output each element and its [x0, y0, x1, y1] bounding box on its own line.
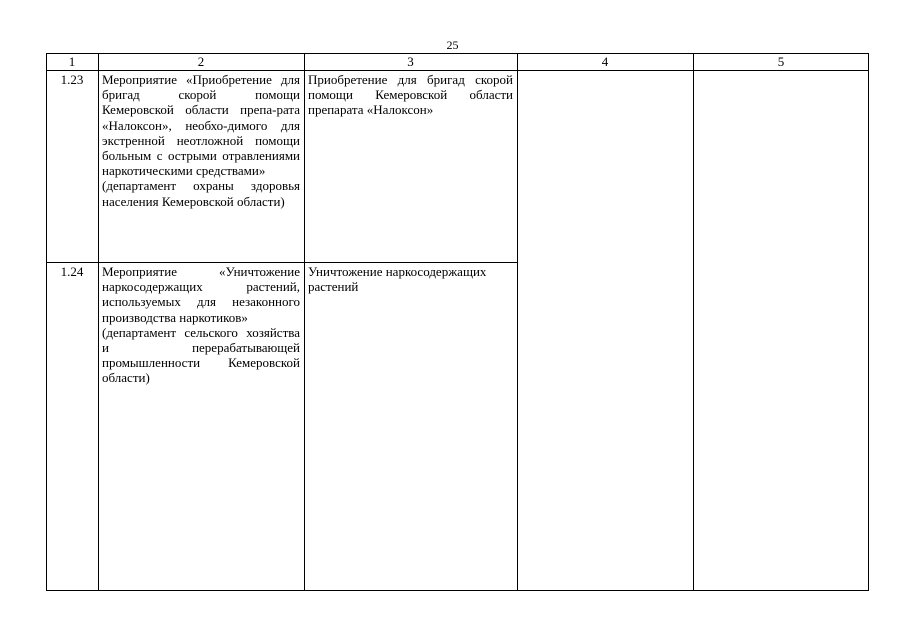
header-col-5: 5: [777, 54, 785, 69]
table-right-border: [868, 53, 869, 591]
header-separator: [46, 70, 869, 71]
page-number: 25: [446, 38, 459, 52]
row-separator: [46, 262, 518, 263]
column-divider-3: [517, 53, 518, 591]
header-col-2: 2: [197, 54, 205, 69]
column-divider-2: [304, 53, 305, 591]
row-number-1-24: 1.24: [60, 264, 84, 279]
header-col-3: 3: [407, 54, 414, 69]
row-1-23-measure: Мероприятие «Приобретение для бригад скорой помощи Кемеровской области препа-рата «Налоксон», необхо-димого для экстренной неотложной помощи больным с острыми отравлениями наркотическими средствами»: [102, 72, 300, 179]
row-1-23-department: (департамент охраны здоровья населения Кемеровской области): [102, 178, 300, 209]
table-left-border: [46, 53, 47, 591]
row-1-24-department: (департамент сельского хозяйства и перерабатывающей промышленности Кемеровской области): [102, 324, 300, 386]
row-1-24-description: Уничтожение наркосодержащих растений: [308, 264, 487, 295]
row-1-23-description: Приобретение для бригад скорой помощи Кемеровской области препарата «Налоксон»: [308, 72, 513, 118]
table-bottom-border: [46, 590, 869, 591]
header-col-1: 1: [68, 54, 76, 69]
column-divider-1: [98, 53, 99, 591]
row-1-24-measure-cell: [102, 264, 300, 386]
header-col-4: 4: [601, 54, 609, 69]
row-1-23-measure-cell: [102, 72, 300, 209]
document-table: [46, 53, 869, 591]
row-number-1-23: 1.23: [60, 72, 84, 87]
column-divider-4: [693, 53, 694, 591]
row-1-24-measure: Мероприятие «Уничтожение наркосодержащих растений, используемых для незаконного производства наркотиков»: [102, 264, 300, 325]
